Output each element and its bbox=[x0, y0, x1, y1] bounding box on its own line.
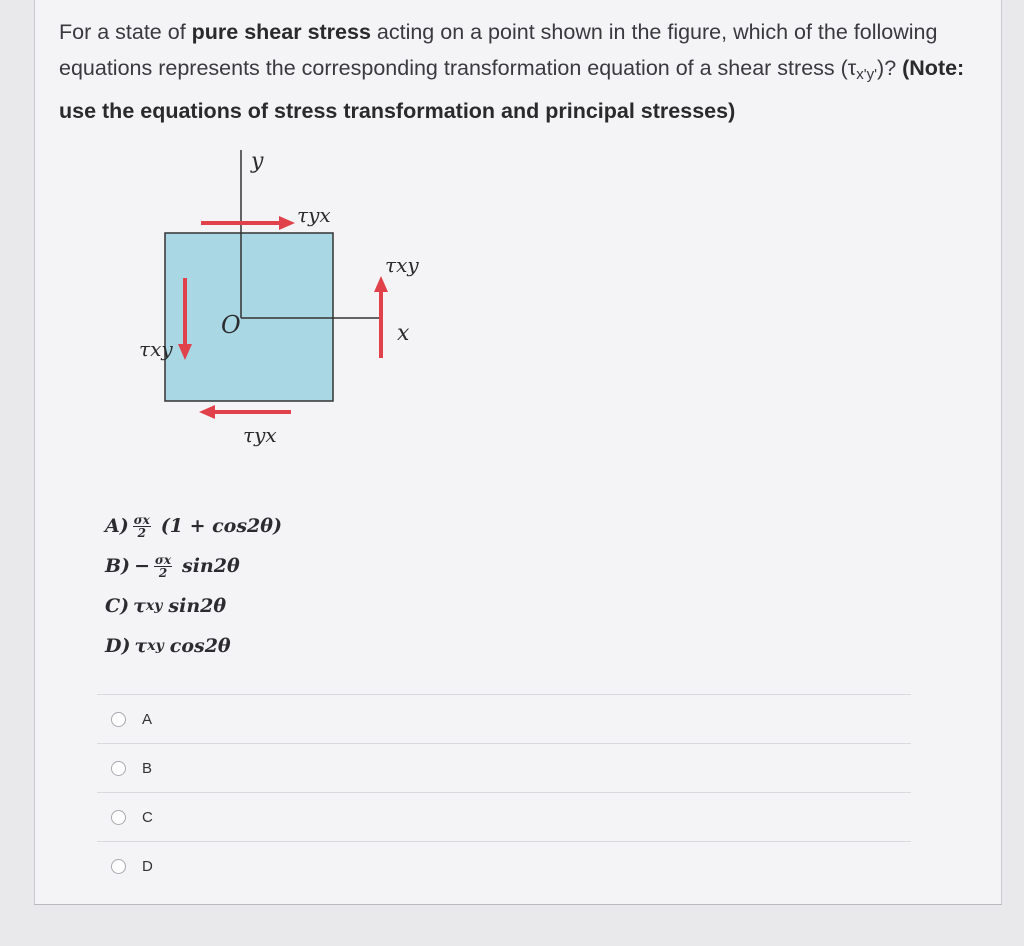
option-c[interactable] bbox=[97, 792, 911, 841]
equation-a-rest: (1 + cos2θ) bbox=[160, 515, 282, 537]
option-a-label[interactable]: A bbox=[142, 710, 153, 728]
equation-a-numerator: σx bbox=[133, 512, 150, 527]
equation-d-rest: cos2θ bbox=[169, 635, 231, 657]
answer-options bbox=[97, 694, 911, 890]
option-d-radio[interactable] bbox=[111, 859, 126, 874]
equation-b-numerator: σx bbox=[154, 552, 171, 567]
question-note: (Note: use the equations of stress transformation and principal stresses) bbox=[59, 56, 965, 123]
equation-a-fraction bbox=[133, 514, 151, 539]
question-part3: )? bbox=[877, 56, 903, 80]
equation-b-fraction bbox=[154, 554, 172, 579]
stress-element-square bbox=[165, 233, 333, 401]
y-axis-label: y bbox=[251, 149, 264, 174]
question-card bbox=[34, 0, 1002, 905]
tau-yx-bottom-label: τyx bbox=[243, 423, 277, 447]
equation-a-denominator: 2 bbox=[137, 525, 146, 540]
equation-choices bbox=[105, 506, 282, 666]
option-d-label[interactable]: D bbox=[142, 857, 153, 875]
equation-c-tau: τ bbox=[133, 595, 146, 617]
question-part1: For a state of bbox=[59, 20, 192, 44]
tau-xy-right-label: τxy bbox=[385, 253, 419, 277]
equation-c-rest: sin2θ bbox=[168, 595, 227, 617]
x-axis-label: x bbox=[397, 321, 410, 346]
equation-c bbox=[105, 586, 282, 626]
equation-d-tau-sub: xy bbox=[147, 638, 164, 654]
stress-element-figure bbox=[91, 140, 419, 460]
equation-d-letter: D) bbox=[105, 635, 131, 657]
option-b-radio[interactable] bbox=[111, 761, 126, 776]
equation-b bbox=[105, 546, 282, 586]
equation-a-letter: A) bbox=[105, 515, 129, 537]
equation-d-tau: τ bbox=[134, 635, 148, 657]
tau-yx-top-arrowhead bbox=[279, 216, 295, 230]
tau-xy-right-arrowhead bbox=[374, 276, 388, 292]
equation-c-tau-sub: xy bbox=[145, 598, 163, 614]
question-bold: pure shear stress bbox=[191, 20, 371, 44]
tau-yx-top-label: τyx bbox=[297, 203, 331, 227]
question-part2: acting on a point shown in the figure, which of the following equations represents the corresponding transformation equation of a shear stress (τ bbox=[59, 20, 938, 80]
option-b-label[interactable]: B bbox=[142, 759, 153, 777]
option-b[interactable] bbox=[97, 743, 911, 792]
option-a-radio[interactable] bbox=[111, 712, 126, 727]
option-a[interactable] bbox=[97, 694, 911, 743]
equation-b-letter: B) bbox=[105, 555, 131, 577]
tau-yx-bottom-arrowhead bbox=[199, 405, 215, 419]
equation-b-denominator: 2 bbox=[158, 565, 168, 580]
origin-label: O bbox=[221, 311, 241, 339]
option-c-label[interactable]: C bbox=[142, 808, 153, 826]
option-c-radio[interactable] bbox=[111, 810, 126, 825]
equation-a bbox=[105, 506, 282, 546]
option-d[interactable] bbox=[97, 841, 911, 890]
equation-c-letter: C) bbox=[105, 595, 130, 617]
equation-d bbox=[105, 626, 282, 666]
question-sub-x: x' bbox=[856, 66, 867, 83]
question-text bbox=[59, 14, 979, 129]
question-sub-y: y' bbox=[866, 66, 878, 83]
equation-b-minus: − bbox=[134, 555, 150, 577]
equation-b-rest: sin2θ bbox=[182, 555, 240, 577]
tau-xy-left-label: τxy bbox=[139, 337, 173, 361]
